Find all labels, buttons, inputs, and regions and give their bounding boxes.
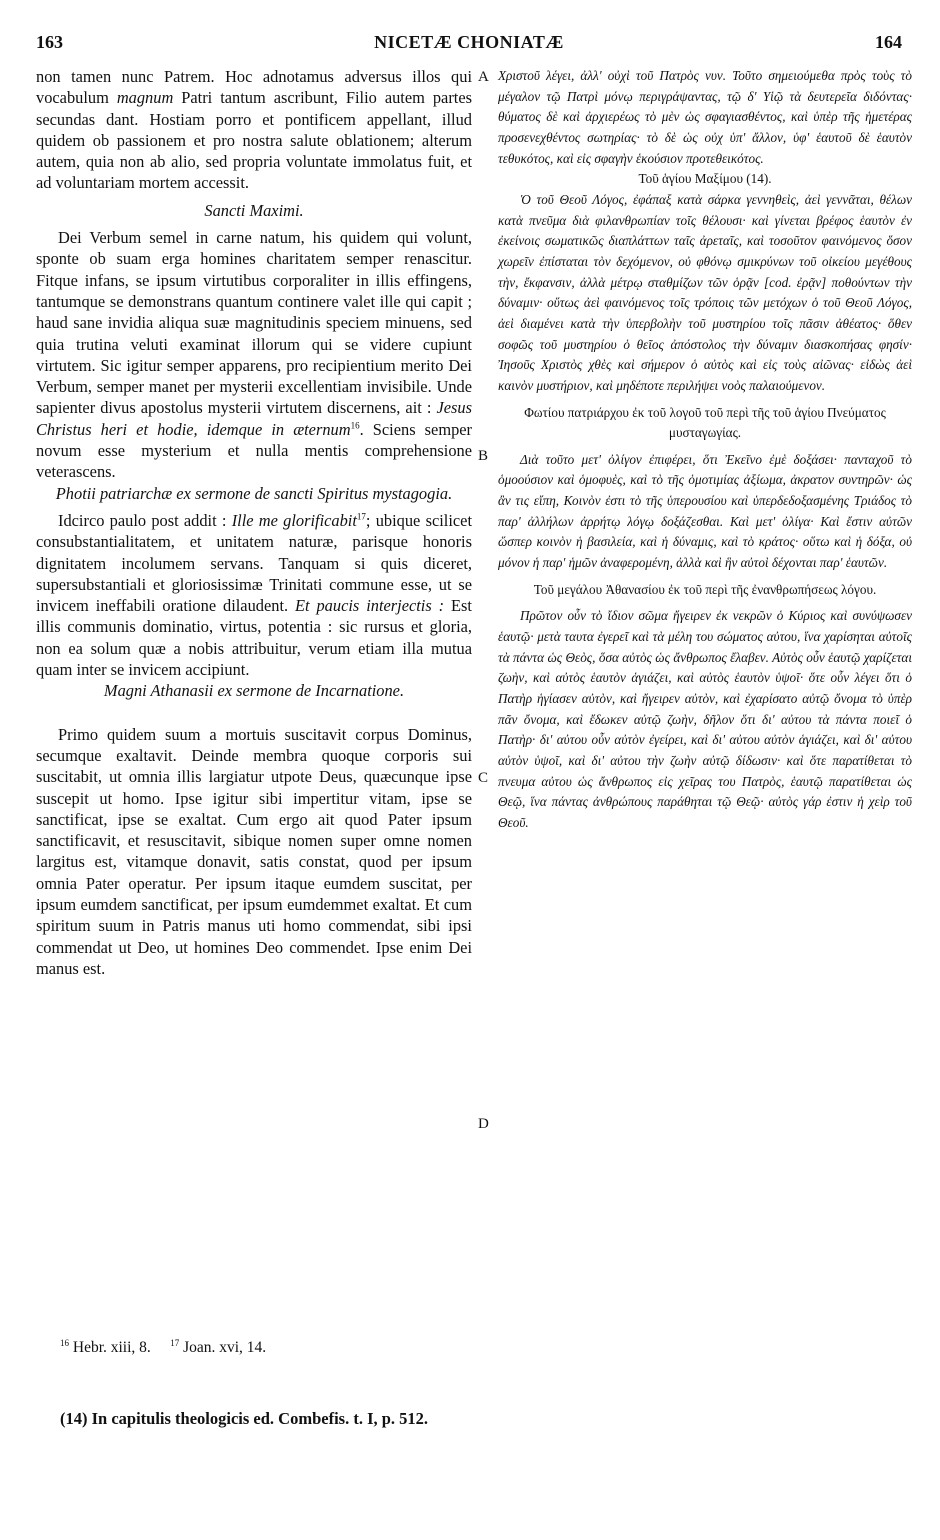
running-title: NICETÆ CHONIATÆ <box>374 32 564 52</box>
latin-text: ; ubique scilicet consubstantialitatem, et unitatem naturæ, parisque honoris dignitatem incolumem servans. Tanquam si quis diceret, supersubstantiali et gloriosissimæ Trinitati commune esse, ut se invicem ineffabili oratione dilaudent. <box>36 510 472 616</box>
section-marker-d: D <box>478 1116 489 1132</box>
latin-emphasis: Ille me glorificabit <box>231 510 357 530</box>
latin-emphasis: Jesus Christus heri et hodie, idemque in æternum <box>36 398 472 439</box>
greek-heading-athanasius: Τοῦ μεγάλου Ἀθανασίου ἐκ τοῦ περὶ τῆς ἐνανθρωπήσεως λόγου. <box>533 581 877 597</box>
footnote-number: 17 <box>170 1337 180 1348</box>
page-number-left: 163 <box>36 32 63 52</box>
greek-column <box>498 66 912 834</box>
latin-emphasis: magnum <box>116 88 174 108</box>
latin-paragraph <box>36 510 472 680</box>
latin-text: Patri tantum ascribunt, Filio autem partes secundas dant. Hostiam porro et pontificem appellant, illud quidem ob passionem et pro nostra salute oblationem; alterum autem, quia non ab alio, sed propria voluntate immolatus fuit, et ad voluntariam mortem accessit. <box>36 88 472 193</box>
latin-column <box>36 66 472 979</box>
latin-text: . Sciens semper novum esse mysterium et nulla mentis comprehensione veterascens. <box>36 419 473 482</box>
greek-paragraph: Χριστοῦ λέγει, ἀλλ' οὐχὶ τοῦ Πατρὸς νυν. Τοῦτο σημειούμεθα πρὸς τοὺς τὸ μέγαλον τῷ Πατρὶ μόνῳ περιγράψαντας, τῷ δ' Υἱῷ τὰ δευτερεῖα διδόντας· θύματος δὲ καὶ ἀρχιερέως τὸ μὲν ὡς σφαγιασθέντος, καὶ ὑπὲρ τῆς ἡμετέρας προσενεχθέντος σωτηρίας· τὸ δὲ ὡς οὐχ ὑπ' ἄλλον, ὑφ' ἑαυτοῦ δὲ ἑαυτὸν τεθυκότος, καὶ εἰς σφαγὴν ἑκούσιον προτεθεικότος. <box>498 68 912 166</box>
latin-text: non tamen nunc Patrem. Hoc adnotamus adversus illos qui vocabulum <box>36 67 472 108</box>
footnotes <box>60 1339 266 1357</box>
section-marker-c: C <box>478 770 489 786</box>
latin-heading-photius: Photii patriarchæ ex sermone de sancti Spiritus mystagogia. <box>55 483 453 503</box>
footnote-number: 16 <box>60 1337 69 1348</box>
footnote-ref: 17 <box>356 511 366 522</box>
page-number-right: 164 <box>875 32 902 52</box>
section-marker-a: A <box>478 69 489 85</box>
greek-paragraph: Διὰ τοῦτο μετ' ὀλίγον ἐπιφέρει, ὅτι Ἐκεῖνο ἐμὲ δοξάσει· πανταχοῦ τὸ ὁμοούσιον καὶ ὁμοφυὲς, καὶ τὸ τῆς ὁμοτιμίας ἀξίωμα, ἀκρατον συντηρῶν· ὡς ἂν τις εἴπη, Κοινὸν ἐστι τὸ τῆς ὑπερουσίου καὶ ὑπερδεδοξασμένης Τριάδος τὸ παρ' ἀλλήλων ἀρρήτῳ λόγῳ δοξάζεσθαι. Καὶ μετ' ὀλίγα· Καὶ ἔστιν αὐτῶν ὥσπερ κοινὸν ἡ βασιλεία, καὶ ἡ δύναμις, καὶ τὸ κράτος· οὕτω καὶ ἡ δόξα, οὐ μόνον ἡ παρ' ἡμῶν ἀναφερομένη, ἀλλὰ καὶ ἣν αὐτοὶ δέχονται παρ' ἑαυτῶν. <box>498 451 912 571</box>
latin-paragraph <box>36 227 472 483</box>
latin-paragraph <box>36 66 472 194</box>
latin-emphasis: Et paucis interjectis : <box>295 596 445 616</box>
editor-note: (14) In capitulis theologicis ed. Combefis. t. I, p. 512. <box>60 1409 429 1428</box>
latin-paragraph: Primo quidem suum a mortuis suscitavit corpus Dominus, secumque exaltavit. Deinde membra quoque corporis sui suscitabit, ut omnia illis largiatur utpote Deus, quæcunque ipse suscepit ut homo. Ipse igitur sibi impertitur vitam, ipse se sanctificat, ipse se exaltat. Cum ergo ait quod Pater ipsum sanctificavit, et resuscitavit, sibique nomen super omne nomen largitus est, vitamque donavit, satis constat, quod per ipsum omnia Pater operatur. Per ipsum itaque eumdem suscitat, per ipsum eumdem sanctificat, per ipsum eumdemmet exaltat. Et cum spiritum suum in Patris manus uti homo commendat, sibi ipsi commendat ut Deo, ut homines Deo commendet. Ipse enim Dei manus est. <box>36 724 472 978</box>
greek-paragraph: Πρῶτον οὖν τὸ ἴδιον σῶμα ἤγειρεν ἐκ νεκρῶν ὁ Κύριος καὶ συνύψωσεν ἑαυτῷ· μετὰ ταυτα ἐγερεῖ καὶ τὰ μέλη του σώματος αὐτου, ἵνα χαρίσηται αὐτοῖς τὰ πάντα ὡς Θεὸς, ὅσα αὐτὸς ὡς ἄνθρωπος ἔλαβεν. Αὐτὸς οὖν ἑαυτῷ χαρίζεται ζωὴν, καὶ αὐτὸς ἑαυτὸν ἁγιάζει, καὶ αὐτὸς ἑαυτὸν ὑψοῖ· ὅτε οὖν λέγει ὅτι ὁ Πατὴρ ἡγίασεν αὐτὸν, καὶ ἤγειρεν αὐτὸν, καὶ ἐχαρίσατο αὐτῷ ὄνομα τὸ ὑπὲρ πᾶν ὄνομα, καὶ ἔδωκεν αὐτῷ ζωὴν, δῆλον ὅτι δι' αὐτου τὰ πάντα ποιεῖ ὁ Πατὴρ· δι' αὐτου οὖν αὐτὸν ἐγείρει, καὶ δι' αὐτου αὐτὸν ἁγιάζει, καὶ δι' αὐτου αὐτὸν ὑψοῖ, καὶ δι' αὐτου τὴν ζωὴν αὐτῷ δίδωσιν· καὶ ὅτε παρατίθεται τὸ πνευμα αὐτου ὡς ἄνθρωπος εἰς χεῖρας του Πατρὸς, ἑαυτῷ παρατίθεται ὡς Θεῷ, ἵνα πάντας ἀνθρώπους παράθηται τῷ Θεῷ· αὐτὸς γάρ ἐστιν ἡ χεὶρ τοῦ Θεοῦ. <box>498 608 912 830</box>
footnote-text: Hebr. xiii, 8. <box>72 1339 151 1356</box>
latin-text: Idcirco paulo post addit : <box>58 510 227 530</box>
latin-heading-athanasius: Magni Athanasii ex sermone de Incarnatione. <box>103 681 405 701</box>
greek-paragraph: Ὁ τοῦ Θεοῦ Λόγος, ἐφάπαξ κατὰ σάρκα γεννηθεὶς, ἀεὶ γεννᾶται, θέλων κατὰ πνεῦμα διὰ φιλανθρωπίαν τοῖς θέλουσι· καὶ γίνεται βρέφος ἑαυτὸν ἐν ἐκείνοις σωματικῶς διαπλάττων ταῖς ἀρεταῖς, καὶ τοσοῦτον φαινόμενος ὅσον χωρεῖν ἐπίσταται τὸν δεχόμενον, οὐ φθόνῳ σμικρύνων τοῦ οἰκείου μεγέθους τὴν, ἔκφανσιν, ἀλλὰ μέτρῳ σταθμίζων τῶν ὁρᾷν [cod. ἐρᾷν] ποθούντων τὴν δύναμιν· οὕτως ἀεὶ φαινόμενος τοῖς τρόποις τῶν μετόχων ὁ τοῦ Θεοῦ Λόγος, ἀεὶ διαμένει κατὰ τὴν ὑπερβολὴν τοῦ μυστηρίου τοῖς πᾶσιν ἀθέατος· ὅθεν σοφῶς τοῦ μυστηρίου ὁ θεῖος ἀπόστολος τὴν δύναμιν διασκοπήσας φησίν· Ἰησοῦς Χριστὸς χθὲς καὶ σήμερον ὁ αὐτὸς καὶ εἰς τοὺς αἰῶνας· εἰδὼς ἀεὶ καινὸν μυστήριον, καὶ μηδέποτε περιλήψει νοὸς παλαιούμενον. <box>498 191 912 393</box>
running-header <box>36 32 902 56</box>
footnote-text: Joan. xvi, 14. <box>183 1339 267 1356</box>
greek-heading-photius: Φωτίου πατριάρχου ἐκ τοῦ λογοῦ τοῦ περὶ τῆς τοῦ ἁγίου Πνεύματος μυσταγωγίας. <box>524 404 886 441</box>
footnote-ref: 16 <box>350 420 360 431</box>
latin-text: Est illis communis dominatio, virtus, potentia : sic rursus et gloria, non ea solum quæ a nobis attribuitur, verum etiam illa mutua quam inter se invicem accipiunt. <box>36 596 472 680</box>
latin-heading-maximus: Sancti Maximi. <box>204 200 304 220</box>
greek-heading-maximus: Τοῦ ἁγίου Μαξίμου (14). <box>638 171 772 187</box>
latin-text: Dei Verbum semel in carne natum, his quidem qui volunt, sponte ob suam erga homines charitatem semper renascitur. Fitque infans, se ipsum virtutibus corporaliter in illis effingens, tantumque se demonstrans quantum continere valet ille qui capit ; haud sane invidia aliqua suæ magnitudinis speciem minuens, sed quia trutina veluti examinat illorum qui se videre cupiunt virtutem. Sic igitur semper apparens, pro recipientium merito Dei Verbum, semper manet per mysterii excellentiam invisibile. Unde sapienter divus apostolus mysterii virtutem discernens, ait : <box>36 228 472 418</box>
section-marker-b: B <box>478 448 489 464</box>
